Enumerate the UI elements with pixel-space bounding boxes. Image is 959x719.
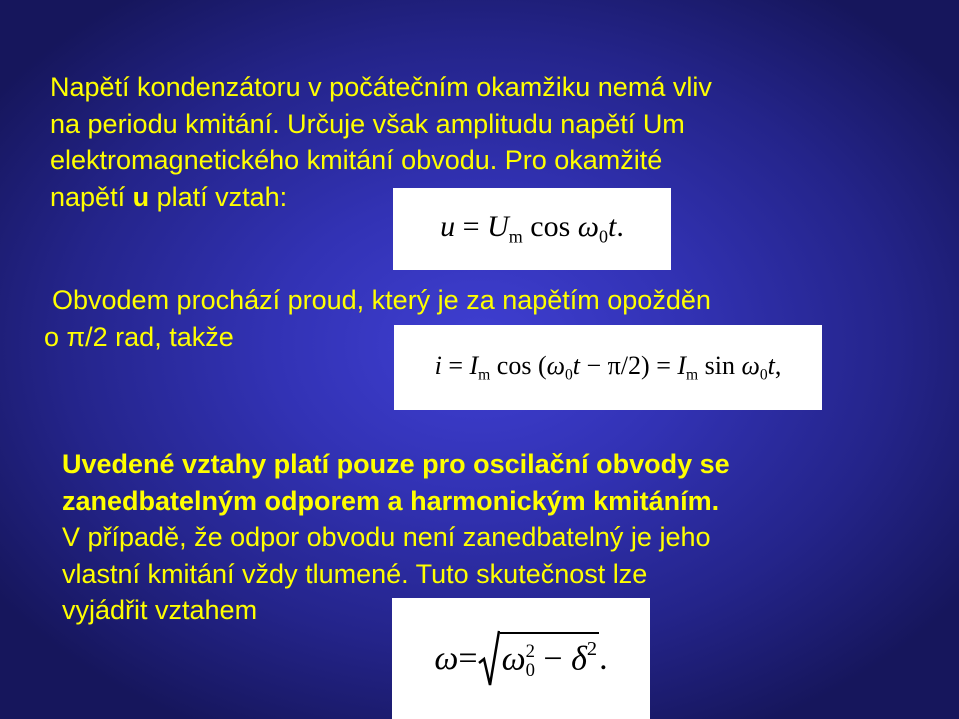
intro-line-4-pre: napětí: [50, 181, 133, 212]
f3-minus: −: [534, 640, 572, 678]
damping-bold-line-2: zanedbatelným odporem a harmonickým kmitáním.: [62, 485, 720, 516]
damping-line-4: vlastní kmitání vždy tlumené. Tuto skutečnost lze: [62, 558, 648, 589]
current-line-1: Obvodem prochází proud, který je za napětím opožděn: [52, 285, 711, 315]
formula-voltage: [393, 188, 671, 270]
f1-end: .: [616, 210, 624, 244]
formula-damped-frequency: [392, 598, 650, 719]
f3-eq: =: [458, 639, 478, 677]
f3-omega0: ω: [501, 640, 526, 678]
f1-u: u: [440, 210, 456, 244]
intro-line-4-post: platí vztah:: [149, 181, 288, 212]
f3-end: .: [599, 639, 608, 677]
f2-zero: 0: [564, 366, 573, 384]
f2-I2: I: [677, 350, 687, 380]
f3-delta: δ: [571, 640, 587, 678]
f2-omega: ω: [546, 350, 565, 380]
f2-m: m: [478, 366, 491, 384]
f2-i: i: [434, 350, 442, 380]
f2-eq1: =: [441, 350, 470, 380]
f1-omega: ω: [577, 210, 599, 244]
f2-omega2: ω: [741, 350, 760, 380]
f2-minus: − π/2) =: [580, 350, 678, 380]
intro-line-2: na periodu kmitání. Určuje však amplitudu napětí Um: [50, 108, 685, 139]
intro-line-1: Napětí kondenzátoru v počátečním okamžiku nemá vliv: [50, 72, 712, 102]
f2-zero2: 0: [759, 366, 768, 384]
f1-cos: cos: [522, 210, 578, 244]
f1-eq: =: [455, 210, 488, 244]
damping-line-5: vyjádřit vztahem: [62, 595, 258, 625]
f1-m: m: [508, 226, 523, 247]
f3-zero: 0: [525, 659, 535, 681]
f1-t: t: [607, 210, 617, 244]
f3-two2: 2: [586, 638, 598, 661]
f1-zero: 0: [598, 226, 608, 247]
f2-t: t: [572, 350, 581, 380]
f2-t2: t: [767, 350, 775, 380]
f3-two: 2: [525, 641, 535, 663]
f2-m2: m: [686, 366, 699, 384]
current-line-2: o π/2 rad, takže: [44, 321, 234, 352]
f2-I: I: [469, 350, 479, 380]
sqrt-sign-icon: [478, 629, 500, 689]
formula-current: [394, 325, 822, 410]
damping-bold-line-1: Uvedené vztahy platí pouze pro oscilační obvody se: [62, 449, 730, 479]
intro-line-3: elektromagnetického kmitání obvodu. Pro okamžité: [50, 145, 663, 175]
f2-sin: sin: [698, 350, 742, 380]
f2-end: ,: [774, 350, 782, 380]
f1-U: U: [487, 210, 509, 244]
f3-omega: ω: [434, 639, 459, 677]
damping-line-3: V případě, že odpor obvodu není zanedbatelný je jeho: [62, 522, 711, 552]
f2-cos: cos (: [490, 350, 547, 380]
voltage-symbol: u: [132, 181, 150, 212]
